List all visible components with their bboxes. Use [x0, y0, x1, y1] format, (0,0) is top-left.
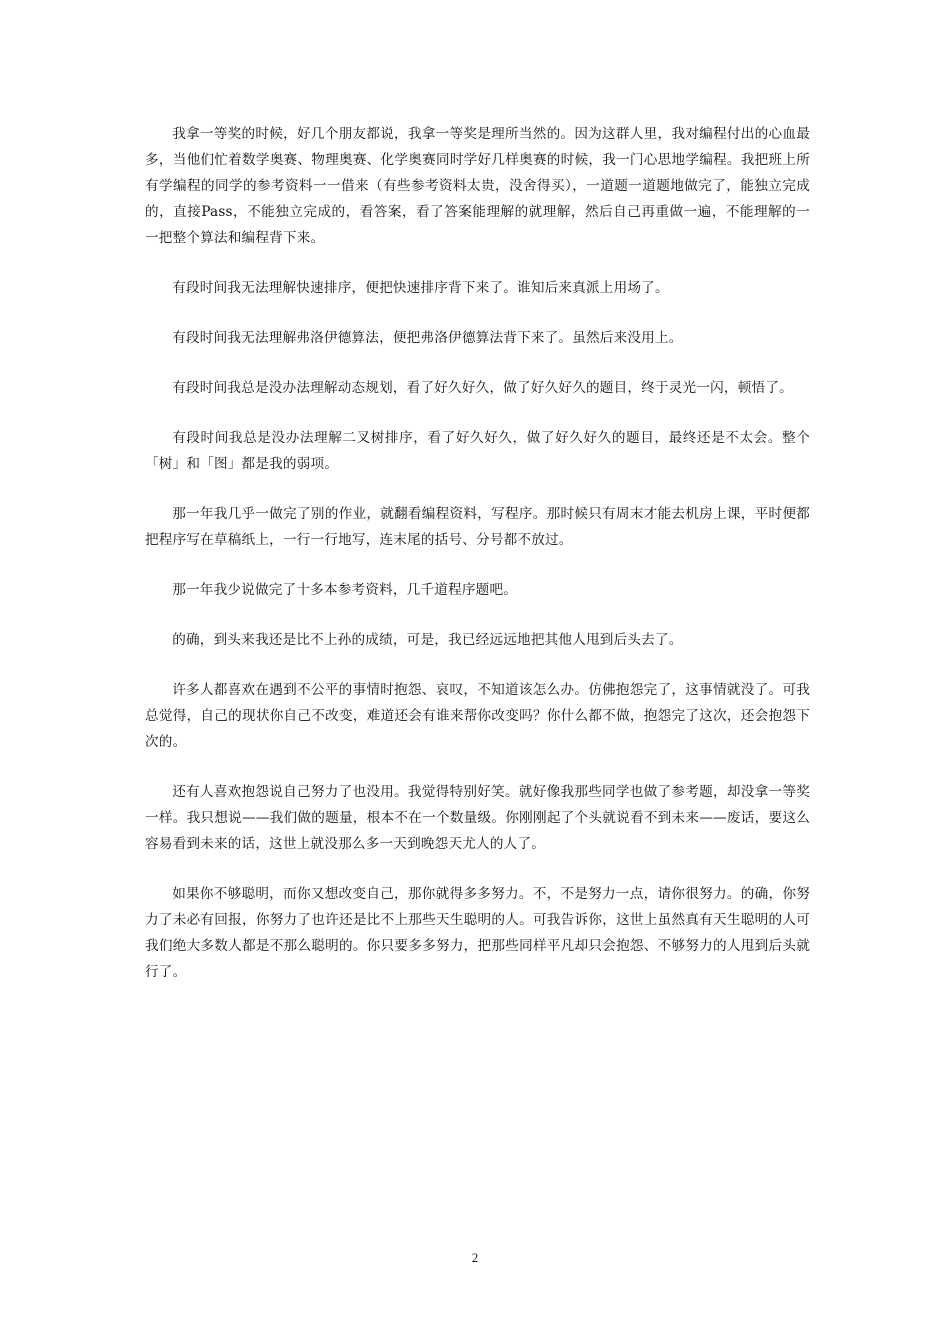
paragraph-6: 那一年我几乎一做完了别的作业，就翻看编程资料，写程序。那时候只有周末才能去机房上课，平时便都把程序写在草稿纸上，一行一行地写，连末尾的括号、分号都不放过。 — [145, 506, 810, 548]
paragraph-8: 的确，到头来我还是比不上孙的成绩，可是，我已经远远地把其他人甩到后头去了。 — [172, 632, 683, 648]
paragraph-2: 有段时间我无法理解快速排序，便把快速排序背下来了。谁知后来真派上用场了。 — [172, 280, 669, 296]
paragraph-7: 那一年我少说做完了十多本参考资料，几千道程序题吧。 — [172, 582, 518, 598]
paragraph-1: 我拿一等奖的时候，好几个朋友都说，我拿一等奖是理所当然的。因为这群人里，我对编程付出的心血最多，当他们忙着数学奥赛、物理奥赛、化学奥赛同时学好几样奥赛的时候，我一门心思地学编程。我把班上所有学编程的同学的参考资料一一借来（有些参考资料太贵，没舍得买），一道题一道题地做完了，能独立完成的，直接Pass，不能独立完成的，看答案，看了答案能理解的就理解，然后自己再重做一遍，不能理解的一一把整个算法和编程背下来。 — [145, 126, 810, 246]
paragraph-5: 有段时间我总是没办法理解二叉树排序，看了好久好久，做了好久好久的题目，最终还是不太会。整个「树」和「图」都是我的弱项。 — [145, 430, 810, 472]
paragraph-9: 许多人都喜欢在遇到不公平的事情时抱怨、哀叹，不知道该怎么办。仿佛抱怨完了，这事情就没了。可我总觉得，自己的现状你自己不改变，难道还会有谁来帮你改变吗？你什么都不做，抱怨完了这次，还会抱怨下次的。 — [145, 682, 810, 750]
document-body — [145, 121, 810, 1009]
paragraph-11: 如果你不够聪明，而你又想改变自己，那你就得多多努力。不，不是努力一点，请你很努力。的确，你努力了未必有回报，你努力了也许还是比不上那些天生聪明的人。可我告诉你，这世上虽然真有天生聪明的人可我们绝大多数人都是不那么聪明的。你只要多多努力，把那些同样平凡却只会抱怨、不够努力的人甩到后头就行了。 — [145, 886, 810, 980]
paragraph-4: 有段时间我总是没办法理解动态规划，看了好久好久，做了好久好久的题目，终于灵光一闪，顿悟了。 — [172, 380, 793, 396]
page-number: 2 — [471, 1250, 479, 1265]
paragraph-10: 还有人喜欢抱怨说自己努力了也没用。我觉得特别好笑。就好像我那些同学也做了参考题，却没拿一等奖一样。我只想说——我们做的题量，根本不在一个数量级。你刚刚起了个头就说看不到未来——废话，要这么容易看到未来的话，这世上就没那么多一天到晚怨天尤人的人了。 — [145, 784, 810, 852]
paragraph-3: 有段时间我无法理解弗洛伊德算法，便把弗洛伊德算法背下来了。虽然后来没用上。 — [172, 330, 683, 346]
